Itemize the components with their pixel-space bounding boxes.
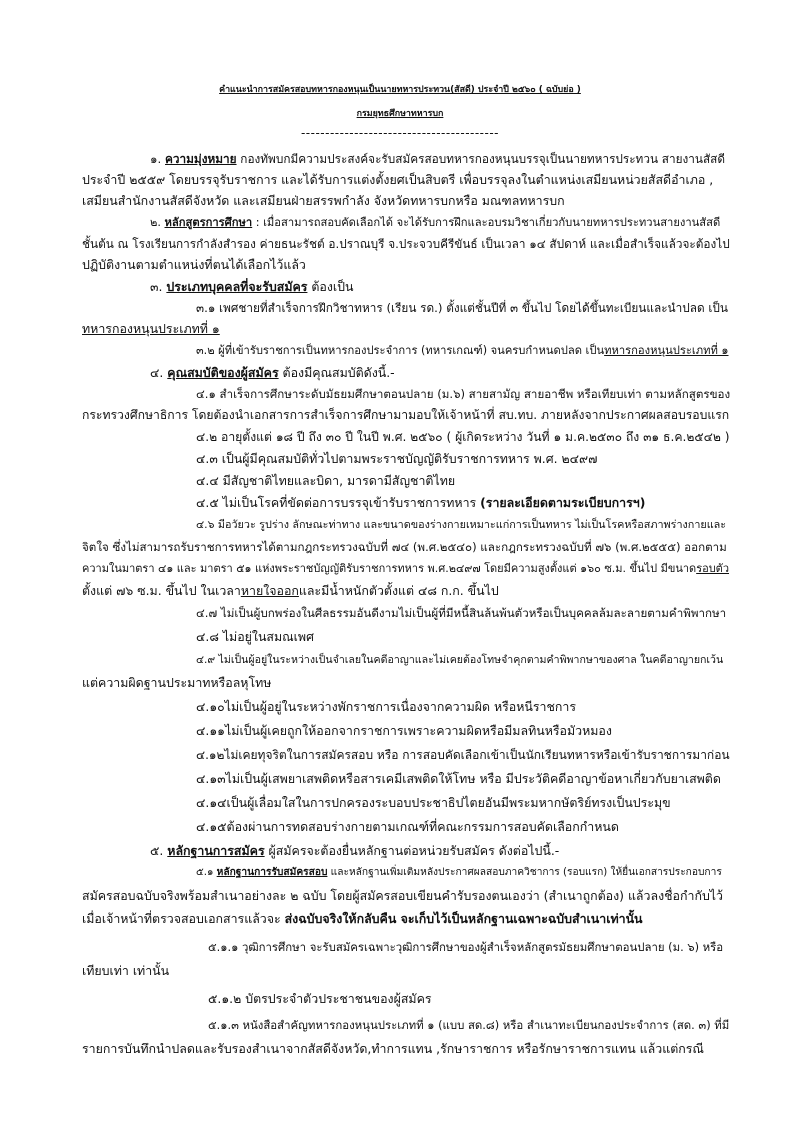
section-1-line-1	[150, 150, 725, 168]
item-4-13: ๔.๑๓ไม่เป็นผู้เสพยาเสพติดหรือสารเคมีเสพติดให้โทษ หรือ มีประวัติคดีอาญาข้อหาเกี่ยวกับยาเสพติด	[196, 771, 721, 786]
section-1-line-3: เสมียนสำนักงานสัสดีจังหวัด และเสมียนฝ่ายสรรพกำลัง จังหวัดทหารบกหรือ มณฑลทหารบก	[82, 193, 565, 208]
item-4-1-line-1: ๔.๑ สำเร็จการศึกษาระดับมัธยมศึกษาตอนปลาย (ม.๖) สายสามัญ สายอาชีพ หรือเทียบเท่า ตามหลักสูตรของ	[196, 387, 731, 401]
section-4-heading: คุณสมบัติของผู้สมัคร	[167, 365, 279, 380]
item-4-5-note: (รายละเอียดตามระเบียบการฯ)	[480, 495, 646, 510]
item-4-6-line-4: ตั้งแต่ ๗๖ ซ.ม. ขึ้นไป ในเวลาหายใจออกและมีน้ำหนักตัวตั้งแต่ ๔๘ ก.ก. ขึ้นไป	[82, 583, 499, 598]
item-5-1-line-2: สมัครสอบฉบับจริงพร้อมสำเนาอย่างละ ๒ ฉบับ โดยผู้สมัครสอบเขียนคำรับรองตนเองว่า (สำเนาถูกต้อง) แล้วลงชื่อกำกับไว้	[82, 888, 723, 903]
item-5-1-3-line-2: รายการบันทึกนำปลดและรับรองสำเนาจากสัสดีจังหวัด,ทำการแทน ,รักษาราชการ หรือรักษาราชการแทน แล้วแต่กรณี	[82, 1041, 704, 1056]
section-1-heading: ความมุ่งหมาย	[165, 152, 237, 166]
section-3-tail: ต้องเป็น	[307, 279, 354, 294]
item-5-1-1-line-1: ๕.๑.๑ วุฒิการศึกษา จะรับสมัครเฉพาะวุฒิการศึกษาของผู้สำเร็จหลักสูตรมัธยมศึกษาตอนปลาย (ม. ๖) หรือ	[208, 940, 724, 954]
item-3-2: ๓.๒ ผู้ที่เข้ารับราชการเป็นทหารกองประจำการ (ทหารเกณฑ์) จนครบกำหนดปลด เป็นทหารกองหนุนประเภทที่ ๑	[196, 344, 729, 357]
item-4-8: ๔.๘ ไม่อยู่ในสมณเพศ	[196, 629, 314, 644]
item-4-12: ๔.๑๒ไม่เคยทุจริตในการสมัครสอบ หรือ การสอบคัดเลือกเข้าเป็นนักเรียนทหารหรือเข้ารับราชการมาก่อน	[196, 748, 730, 762]
section-2-line-1	[150, 214, 720, 232]
section-4-number: ๔.	[150, 365, 164, 380]
reserve-type-1: ทหารกองหนุนประเภทที่ ๑	[604, 344, 729, 357]
section-3-heading: ประเภทบุคคลที่จะรับสมัคร	[166, 279, 308, 294]
item-4-3: ๔.๓ เป็นผู้มีคุณสมบัติทั่วไปตามพระราชบัญญัติรับราชการทหาร พ.ศ. ๒๔๙๗	[196, 451, 598, 466]
item-5-1-1-line-2: เทียบเท่า เท่านั้น	[82, 963, 170, 978]
item-4-15: ๔.๑๕ต้องผ่านการทดสอบร่างกายตามเกณฑ์ที่คณะกรรมการสอบคัดเลือกกำหนด	[196, 819, 619, 834]
section-5-tail: ผู้สมัครจะต้องยื่นหลักฐานต่อหน่วยรับสมัคร ดังต่อไปนี้.-	[264, 843, 560, 858]
item-4-9-line-1: ๔.๙ ไม่เป็นผู้อยู่ในระหว่างเป็นจำเลยในคดีอาญาและไม่เคยต้องโทษจำคุกตามคำพิพากษาของศาล ในคดีอาญายกเว้น	[196, 654, 724, 666]
document-subtitle-department: กรมยุทธศึกษาทหารบก	[356, 109, 444, 119]
section-2-line-2: ชั้นต้น ณ โรงเรียนการกำลังสำรอง ค่ายธนะรัชต์ อ.ปราณบุรี จ.ประจวบคีรีขันธ์ เป็นเวลา ๑๔ สัปดาห์ และเมื่อสำเร็จแล้วจะต้องไป	[82, 237, 730, 251]
item-4-1-line-2: กระทรวงศึกษาธิการ โดยต้องนำเอกสารการสำเร็จการศึกษามามอบให้เจ้าหน้าที่ สบ.ทบ. ภายหลังจากประกาศผลสอบรอบแรก	[82, 408, 730, 422]
item-3-1-line-1: ๓.๑ เพศชายที่สำเร็จการฝึกวิชาทหาร (เรียน รด.) ตั้งแต่ชั้นปีที่ ๓ ขึ้นไป โดยได้ขึ้นทะเบียนและนำปลด เป็น	[196, 301, 728, 315]
section-2-line-3: ปฏิบัติงานตามตำแหน่งที่ตนได้เลือกไว้แล้ว	[82, 257, 306, 272]
item-5-1-heading: หลักฐานการรับสมัครสอบ	[216, 867, 328, 878]
item-5-1-line-1: ๕.๑ หลักฐานการรับสมัครสอบ และหลักฐานเพิ่มเติมหลังประกาศผลสอบภาควิชาการ (รอบแรก) ให้ยื่นเอกสารประกอบการ	[196, 867, 722, 878]
item-3-1-line-2: ทหารกองหนุนประเภทที่ ๑	[82, 321, 220, 336]
item-4-6-line-1: ๔.๖ มีอวัยวะ รูปร่าง ลักษณะท่าทาง และขนาดของร่างกายเหมาะแก่การเป็นทหาร ไม่เป็นโรคหรือสภาพร่างกายและ	[196, 518, 727, 531]
section-5-heading: หลักฐานการสมัคร	[167, 843, 265, 858]
section-4-tail: ต้องมีคุณสมบัติดังนี้.-	[278, 365, 395, 380]
item-4-6-line-3: ความในมาตรา ๔๑ และ มาตรา ๕๑ แห่งพระราชบัญญัติรับราชการทหาร พ.ศ.๒๔๙๗ โดยมีความสูงตั้งแต่ ๑๖๐ ซ.ม. ขึ้นไป มีขนาดรอบตัว	[82, 562, 730, 575]
item-4-7: ๔.๗ ไม่เป็นผู้บกพร่องในศีลธรรมอันดีงามไม่เป็นผู้ที่มีหนี้สินล้นพ้นตัวหรือเป็นบุคคลล้มละลายตามคำพิพากษา	[196, 606, 727, 620]
item-4-9-line-2: แต่ความผิดฐานประมาทหรือลหุโทษ	[82, 675, 272, 690]
item-4-6-line-2: จิตใจ ซึ่งไม่สามารถรับราชการทหารได้ตามกฎกระทรวงฉบับที่ ๗๔ (พ.ศ.๒๕๔๐) และกฎกระทรวงฉบับที่ ๗๖ (พ.ศ.๒๕๕๕) ออกตาม	[82, 540, 727, 554]
section-2-heading: หลักสูตรการศึกษา	[164, 216, 253, 229]
exhale-term: หายใจออก	[240, 583, 299, 598]
section-5-line-1	[150, 842, 559, 860]
title-separator: -----------------------------------------	[300, 126, 500, 140]
item-4-4: ๔.๔ มีสัญชาติไทยและบิดา, มารดามีสัญชาติไทย	[196, 473, 456, 488]
section-1-line-2: ประจำปี ๒๕๕๙ โดยบรรจุรับราชการ และได้รับการแต่งตั้งยศเป็นสิบตรี เพื่อบรรจุลงในตำแหน่งเสมียนหน่วยสัสดีอำเภอ ,	[82, 172, 714, 187]
section-1-text: กองทัพบกมีความประสงค์จะรับสมัครสอบทหารกองหนุนบรรจุเป็นนายทหารประทวน สายงานสัสดี	[240, 152, 726, 166]
item-5-1-emphasis: ส่งฉบับจริงให้กลับคืน จะเก็บไว้เป็นหลักฐานเฉพาะฉบับสำเนาเท่านั้น	[284, 911, 643, 926]
item-4-5: ๔.๕ ไม่เป็นโรคที่ขัดต่อการบรรจุเข้ารับราชการทหาร (รายละเอียดตามระเบียบการฯ)	[196, 495, 646, 510]
chest-size-term: รอบตัว	[696, 562, 730, 575]
section-4-line-1	[150, 364, 395, 382]
item-4-10: ๔.๑๐ไม่เป็นผู้อยู่ในระหว่างพักราชการเนื่องจากความผิด หรือหนีราชการ	[196, 699, 577, 714]
item-5-1-3-line-1: ๕.๑.๓ หนังสือสำคัญทหารกองหนุนประเภทที่ ๑ (แบบ สด.๘) หรือ สำเนาทะเบียนกองประจำการ (สด. ๓) ที่มี	[208, 1018, 730, 1032]
section-5-number: ๕.	[150, 843, 164, 858]
section-2-text: : เมื่อสามารถสอบคัดเลือกได้ จะได้รับการฝึกและอบรมวิชาเกี่ยวกับนายทหารประทวนสายงานสัสดี	[252, 216, 721, 229]
item-5-1-2: ๕.๑.๒ บัตรประจำตัวประชาชนของผู้สมัคร	[208, 991, 432, 1006]
item-4-14: ๔.๑๔เป็นผู้เลื่อมใสในการปกครองระบอบประชาธิปไตยอันมีพระมหากษัตริย์ทรงเป็นประมุข	[196, 795, 671, 810]
item-4-11: ๔.๑๑ไม่เป็นผู้เคยถูกให้ออกจากราชการเพราะความผิดหรือมีมลทินหรือมัวหมอง	[196, 723, 612, 738]
document-title: คำแนะนำการสมัครสอบทหารกองหนุนเป็นนายทหารประทวน(สัสดี) ประจำปี ๒๕๖๐ ( ฉบับย่อ )	[219, 85, 581, 95]
item-4-2: ๔.๒ อายุตั้งแต่ ๑๘ ปี ถึง ๓๐ ปี ในปี พ.ศ. ๒๕๖๐ ( ผู้เกิดระหว่าง วันที่ ๑ ม.ค.๒๕๓๐ ถึง ๓๑ ธ.ค.๒๕๔๒ )	[196, 430, 730, 444]
section-2-number: ๒.	[150, 216, 161, 229]
section-3-number: ๓.	[150, 279, 163, 294]
item-5-1-line-3: เมื่อเจ้าหน้าที่ตรวจสอบเอกสารแล้วจะ ส่งฉบับจริงให้กลับคืน จะเก็บไว้เป็นหลักฐานเฉพาะฉบับสำเนาเท่านั้น	[82, 911, 643, 926]
section-3-line-1	[150, 278, 354, 296]
section-1-number: ๑.	[150, 152, 162, 166]
